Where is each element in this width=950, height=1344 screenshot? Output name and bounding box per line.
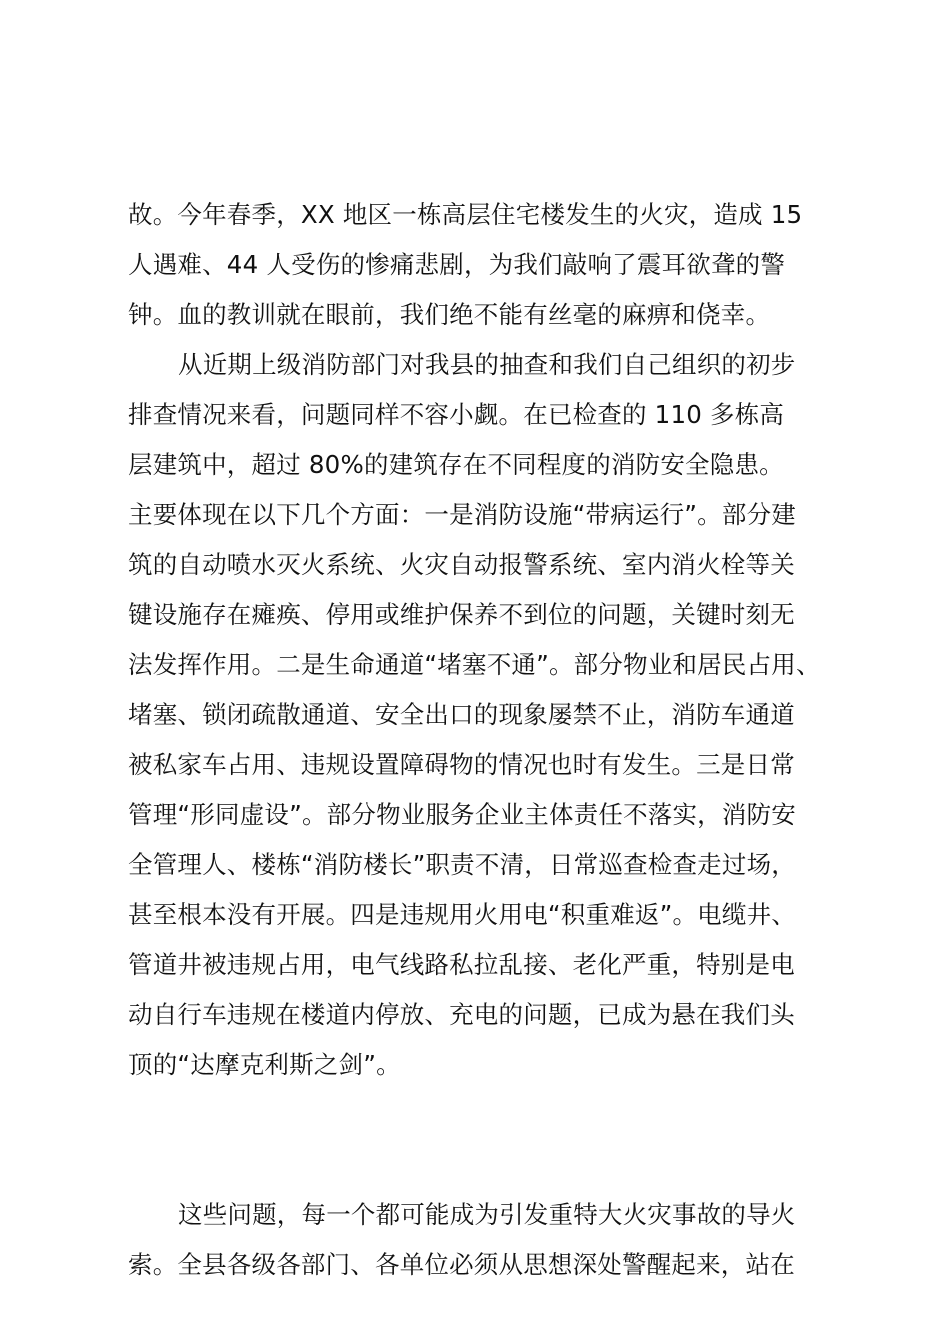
- text-line: 堵塞、锁闭疏散通道、安全出口的现象屡禁不止，消防车通道: [128, 700, 795, 729]
- text-line-indented: 从近期上级消防部门对我县的抽查和我们自己组织的初步: [178, 350, 796, 379]
- text-line: 排查情况来看，问题同样不容小觑。在已检查的 110 多栋高: [128, 400, 785, 429]
- paragraph-1: [128, 190, 828, 340]
- text-line: 全管理人、楼栋“消防楼长”职责不清，日常巡查检查走过场，: [128, 850, 796, 879]
- text-line: 动自行车违规在楼道内停放、充电的问题，已成为悬在我们头: [128, 1000, 795, 1029]
- text-line: 筑的自动喷水灭火系统、火灾自动报警系统、室内消火栓等关: [128, 550, 795, 579]
- text-line: 层建筑中，超过 80%的建筑存在不同程度的消防安全隐患。: [128, 450, 784, 479]
- text-line: 主要体现在以下几个方面：一是消防设施“带病运行”。部分建: [128, 500, 796, 529]
- paragraph-3: [128, 1190, 828, 1290]
- text-line: 管理“形同虚设”。部分物业服务企业主体责任不落实，消防安: [128, 800, 796, 829]
- text-line: 键设施存在瘫痪、停用或维护保养不到位的问题，关键时刻无: [128, 600, 795, 629]
- text-line: 甚至根本没有开展。四是违规用火用电“积重难返”。电缆井、: [128, 900, 796, 929]
- text-line: 管道井被违规占用，电气线路私拉乱接、老化严重，特别是电: [128, 950, 795, 979]
- paragraph-2: [128, 340, 828, 1190]
- text-line: [128, 1140, 828, 1190]
- text-line: 被私家车占用、违规设置障碍物的情况也时有发生。三是日常: [128, 750, 795, 779]
- text-line: [128, 1090, 828, 1140]
- body-text: [128, 190, 828, 1290]
- text-line: 人遇难、44 人受伤的惨痛悲剧，为我们敲响了震耳欲聋的警: [128, 250, 786, 279]
- text-line: 故。今年春季，XX 地区一栋高层住宅楼发生的火灾，造成 15: [128, 200, 803, 229]
- text-line: 顶的“达摩克利斯之剑”。: [128, 1050, 401, 1079]
- text-line: 索。全县各级各部门、各单位必须从思想深处警醒起来，站在: [128, 1250, 795, 1279]
- text-line: 法发挥作用。二是生命通道“堵塞不通”。部分物业和居民占用、: [128, 650, 821, 679]
- text-line-indented: 这些问题，每一个都可能成为引发重特大火灾事故的导火: [178, 1200, 796, 1229]
- text-line: 钟。血的教训就在眼前，我们绝不能有丝毫的麻痹和侥幸。: [128, 300, 771, 329]
